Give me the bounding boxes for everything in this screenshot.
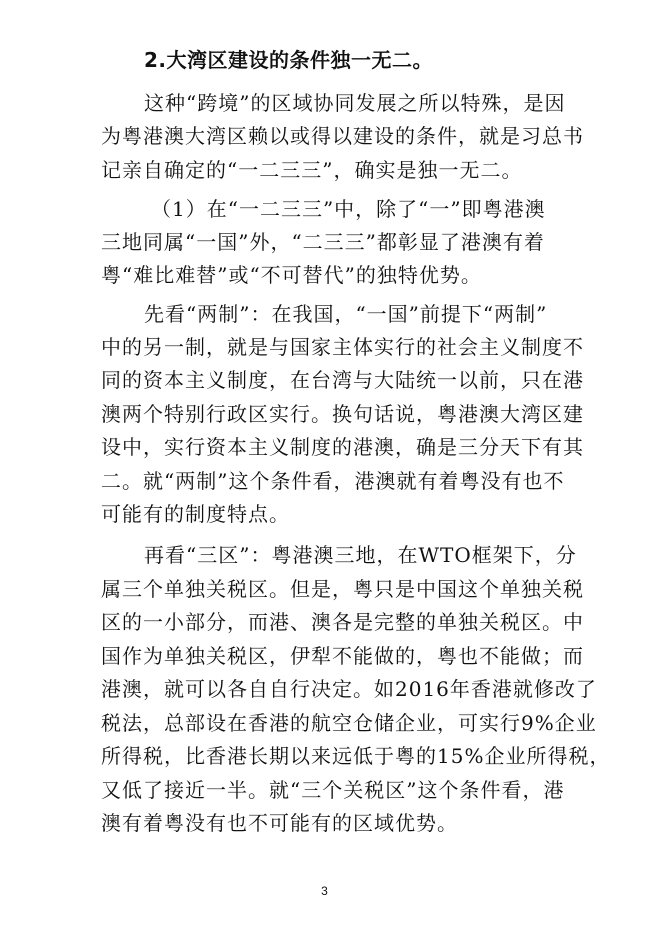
paragraph-4-line-4: 国作为单独关税区，伊犁不能做的，粤也不能做；而	[101, 644, 584, 668]
paragraph-3-line-5: 设中，实行资本主义制度的港澳，确是三分天下有其	[101, 435, 584, 459]
paragraph-4-line-9: 澳有着粤没有也不可能有的区域优势。	[101, 811, 458, 835]
paragraph-4-line-2: 属三个单独关税区。但是，粤只是中国这个单独关税	[101, 577, 584, 601]
paragraph-4-line-7: 所得税，比香港长期以来远低于粤的15%企业所得税，	[101, 744, 611, 768]
paragraph-2-line-1: （1）在“一二三三”中，除了“一”即粤港澳	[151, 197, 546, 221]
paragraph-4-line-1: 再看“三区”：粤港澳三地，在WTO框架下，分	[144, 543, 577, 567]
paragraph-1-line-1: 这种“跨境”的区域协同发展之所以特殊，是因	[144, 91, 566, 115]
paragraph-1-line-3: 记亲自确定的“一二三三”，确实是独一无二。	[101, 158, 523, 182]
paragraph-4-line-5: 港澳，就可以各自自行决定。如2016年香港就修改了	[101, 677, 597, 701]
paragraph-3-line-4: 澳两个特别行政区实行。换句话说，粤港澳大湾区建	[101, 402, 584, 426]
paragraph-3-line-1: 先看“两制”：在我国，“一国”前提下“两制”	[144, 302, 548, 326]
paragraph-4-line-8: 又低了接近一半。就“三个关税区”这个条件看，港	[101, 778, 565, 802]
paragraph-3-line-7: 可能有的制度特点。	[101, 502, 290, 526]
section-heading: 2.大湾区建设的条件独一无二。	[144, 48, 434, 72]
paragraph-2-line-2: 三地同属“一国”外，“二三三”都彰显了港澳有着	[101, 230, 545, 254]
paragraph-4-line-3: 区的一小部分，而港、澳各是完整的单独关税区。中	[101, 610, 584, 634]
paragraph-3-line-6: 二。就“两制”这个条件看，港澳就有着粤没有也不	[101, 469, 565, 493]
paragraph-2-line-3: 粤“难比难替”或“不可替代”的独特优势。	[101, 263, 482, 287]
paragraph-4-line-6: 税法，总部设在香港的航空仓储企业，可实行9%企业	[101, 711, 597, 735]
page-number: 3	[321, 884, 328, 898]
paragraph-1-line-2: 为粤港澳大湾区赖以或得以建设的条件，就是习总书	[101, 124, 584, 148]
paragraph-3-line-3: 同的资本主义制度，在台湾与大陆统一以前，只在港	[101, 368, 584, 392]
paragraph-3-line-2: 中的另一制，就是与国家主体实行的社会主义制度不	[101, 335, 584, 359]
